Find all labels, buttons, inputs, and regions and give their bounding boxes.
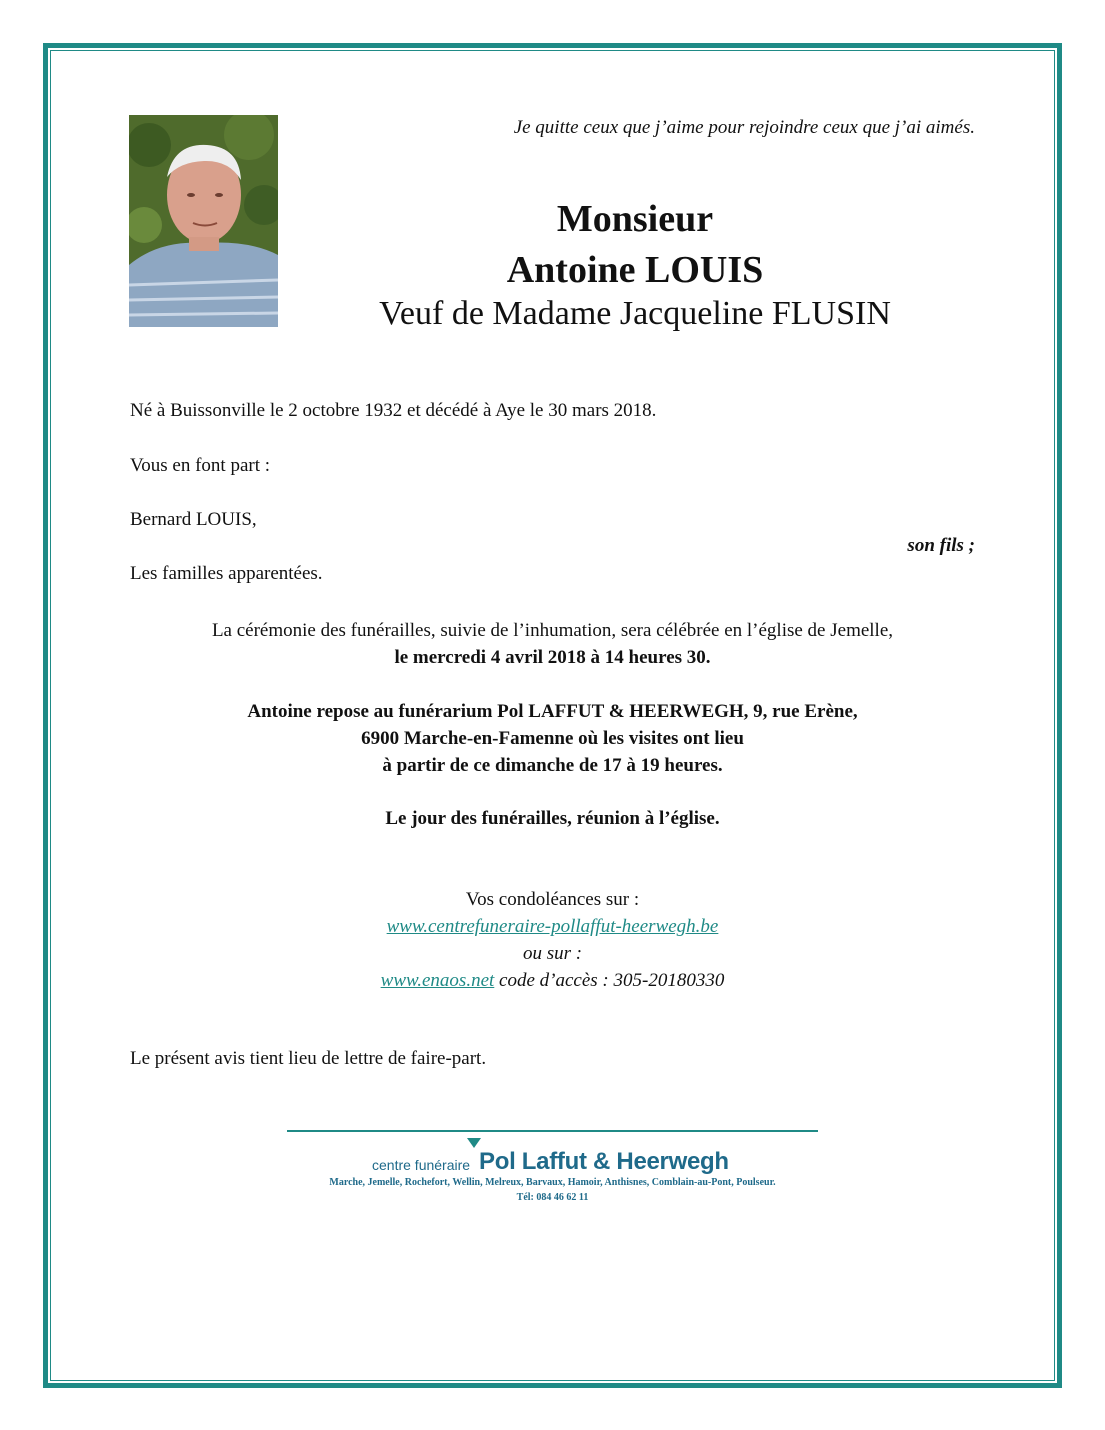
or-on: ou sur : (522, 943, 583, 964)
epitaph-quote: Je quitte ceux que j’aime pour rejoindre ceux que j’ai aimés. (513, 117, 975, 138)
access-code: code d’accès : 305-20180330 (494, 970, 725, 991)
relative-name: Bernard LOUIS, (130, 509, 257, 530)
logo-small-text: centre funéraire (372, 1157, 471, 1173)
relative-relation: son fils ; (907, 535, 975, 556)
deceased-name: Antoine LOUIS (506, 249, 764, 291)
ceremony-line1: La cérémonie des funérailles, suivie de l’inhumation, sera célébrée en l’église de Jemelle, (211, 620, 894, 641)
closing: Le présent avis tient lieu de lettre de faire-part. (130, 1048, 487, 1069)
meeting: Le jour des funérailles, réunion à l’église. (385, 808, 720, 829)
birth-death: Né à Buissonville le 2 octobre 1932 et décédé à Aye le 30 mars 2018. (130, 400, 657, 421)
logo-brand: Pol Laffut & Heerwegh (479, 1148, 729, 1175)
condolences-link2-row (60, 967, 1045, 994)
condolences-link1[interactable]: www.centrefuneraire-pollaffut-heerwegh.be (386, 916, 719, 937)
repose-line1: Antoine repose au funérarium Pol LAFFUT & HEERWEGH, 9, rue Erène, (247, 701, 858, 722)
logo-rule (287, 1130, 818, 1132)
repose-line3: à partir de ce dimanche de 17 à 19 heures. (382, 755, 723, 776)
ceremony-line2: le mercredi 4 avril 2018 à 14 heures 30. (394, 647, 711, 668)
honorific: Monsieur (556, 198, 714, 240)
families: Les familles apparentées. (130, 563, 323, 584)
logo-tel: Tél: 084 46 62 11 (516, 1192, 589, 1203)
logo-triangle-icon (467, 1138, 481, 1148)
widow-of: Veuf de Madame Jacqueline FLUSIN (379, 295, 891, 332)
condolences-link1-row (60, 913, 1045, 940)
condolences-link2[interactable]: www.enaos.net (380, 970, 495, 991)
portrait-photo (129, 115, 278, 327)
logo-towns: Marche, Jemelle, Rochefort, Wellin, Melreux, Barvaux, Hamoir, Anthisnes, Comblain-au-Pont, Poulseur. (329, 1177, 776, 1188)
announce: Vous en font part : (130, 455, 271, 476)
repose-line2: 6900 Marche-en-Famenne où les visites ont lieu (361, 728, 744, 749)
condolences-label: Vos condoléances sur : (465, 889, 640, 910)
